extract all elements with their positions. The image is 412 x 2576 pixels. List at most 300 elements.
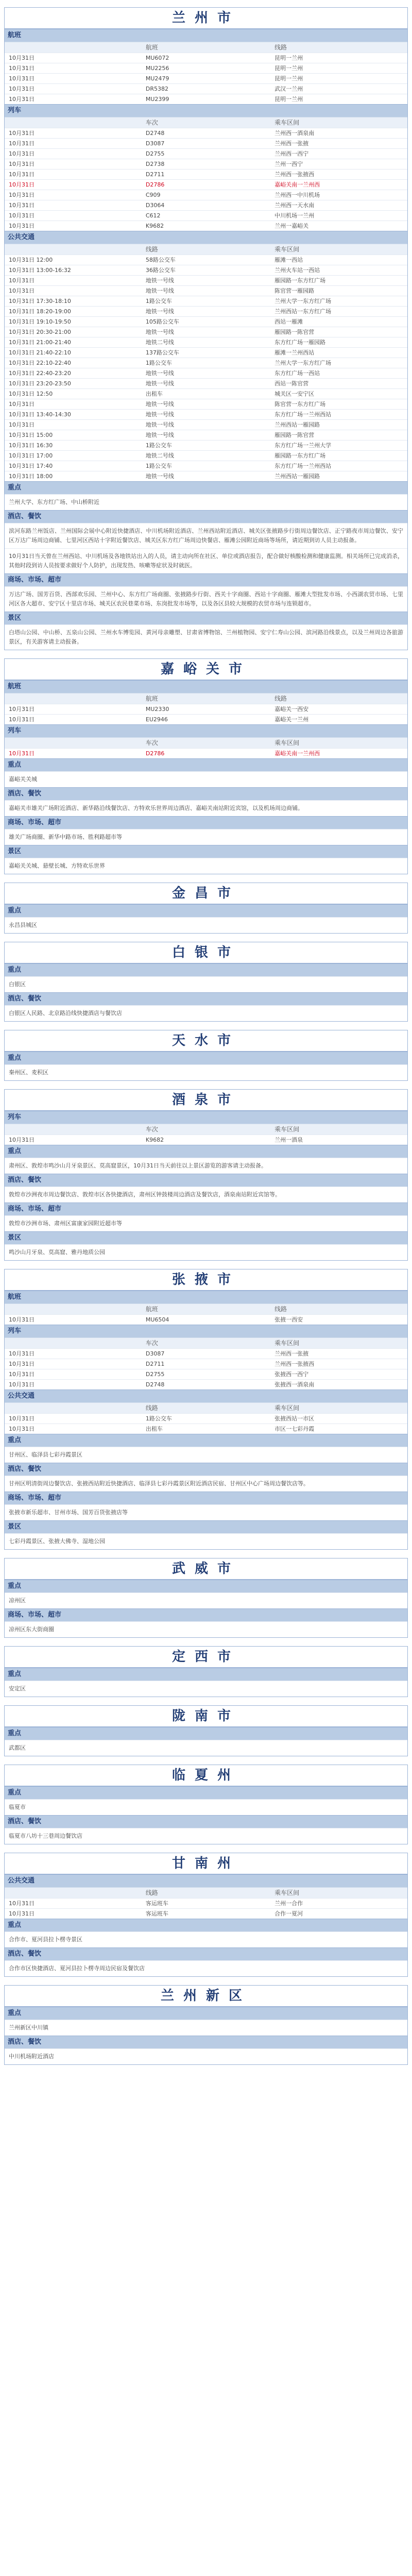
table-row <box>5 316 407 327</box>
section-text: 白银区人民路、北京路沿线快捷酒店与餐饮店 <box>5 1005 407 1021</box>
section-heading: 公共交通 <box>5 1389 407 1402</box>
table-row <box>5 255 407 265</box>
column-header: 航班 <box>145 695 158 702</box>
table-cell: C909 <box>145 192 161 198</box>
table-row <box>5 63 407 73</box>
section-text: 10月31日当天曾在兰州西站、中川机场及各地铁站出入的人员，请主动向所在社区、单位或酒店报告，配合做好核酸检测和健康监测。相关场所已完成消杀，其他时段到访人员按要求做好个人防护，出现发热、咳嗽等症状及时就医。 <box>5 548 407 573</box>
table-cell: 10月31日 <box>9 421 35 428</box>
city-title: 武威市 <box>4 1558 408 1580</box>
table-row <box>5 306 407 316</box>
table-cell: 10月31日 <box>9 86 35 92</box>
city-title: 临夏州 <box>4 1765 408 1786</box>
table-cell: 嘉峪关一兰州 <box>274 716 309 723</box>
column-header: 车次 <box>145 739 158 747</box>
city-spacer <box>4 650 408 655</box>
section-text: 甘州区明清街周边餐饮店、张掖西站附近快捷酒店、临泽县七彩丹霞景区附近酒店民宿、甘州区中心广场周边餐饮店等。 <box>5 1476 407 1492</box>
page-root <box>4 0 408 2070</box>
table-cell: MU2399 <box>145 96 169 103</box>
table-cell: MU2330 <box>145 706 169 713</box>
section-text: 临夏市八坊十三巷周边餐饮店 <box>5 1828 407 1844</box>
table-header <box>5 1402 407 1413</box>
table-cell: 陈官营一东方红广场 <box>274 401 326 408</box>
section-text: 嘉峪关关城、悬壁长城、方特欢乐世界 <box>5 858 407 874</box>
table-header <box>5 244 407 255</box>
table-row <box>5 296 407 306</box>
section-heading: 航班 <box>5 1291 407 1303</box>
city-section <box>4 1111 408 1261</box>
table-cell: 出租车 <box>145 1426 163 1432</box>
table-cell: 10月31日 <box>9 181 35 188</box>
table-row <box>5 471 407 481</box>
table-cell: 10月31日 19:10-19:50 <box>9 318 71 325</box>
table-cell: 兰州西站一东方红广场 <box>274 308 332 315</box>
table-cell: 10月31日 <box>9 277 35 284</box>
table-cell: 地铁一号线 <box>145 370 174 377</box>
city-section <box>4 1052 408 1081</box>
section-heading: 重点 <box>5 1668 407 1681</box>
table-row <box>5 265 407 275</box>
city-spacer <box>4 1844 408 1850</box>
city-section <box>4 1786 408 1844</box>
table-cell: 1路公交车 <box>145 463 172 469</box>
table-cell: 昆明一兰州 <box>274 96 303 103</box>
table-cell: 10月31日 <box>9 1316 35 1323</box>
column-header <box>5 1304 142 1314</box>
table-cell: D2748 <box>145 1381 165 1388</box>
table-cell: D2711 <box>145 1361 165 1367</box>
section-text: 万达广场、国芳百货、西部欢乐园、兰州中心、东方红广场商圈、张掖路步行街、西关十字商圈、西站十字商圈、雁滩大型批发市场、小西湖农贸市场、七里河区各大超市、安宁区十里店市场、城关区农民巷菜市场、东岗批发市场等，以及各区县较大规模的农贸市场与连锁超市。 <box>5 586 407 612</box>
section-heading: 酒店、餐饮 <box>5 510 407 523</box>
column-header: 线路 <box>274 44 287 51</box>
table-row <box>5 358 407 368</box>
table-row <box>5 1423 407 1434</box>
table-row <box>5 275 407 285</box>
section-text: 兰州新区中川镇 <box>5 2020 407 2036</box>
city-section <box>4 963 408 1022</box>
city-title: 天水市 <box>4 1030 408 1052</box>
table-cell: 地铁二号线 <box>145 452 174 459</box>
section-text: 凉州区 <box>5 1592 407 1608</box>
table-row <box>5 450 407 461</box>
table-cell: 10月31日 22:10-22:40 <box>9 360 71 366</box>
table-cell: 陈官营一雁园路 <box>274 287 315 294</box>
city-spacer <box>4 1697 408 1702</box>
table-cell: 10月31日 <box>9 55 35 61</box>
table-cell: 东方红广场一兰州西站 <box>274 463 332 469</box>
table-cell: 合作一夏河 <box>274 1910 303 1917</box>
city-title: 金昌市 <box>4 883 408 904</box>
table-row <box>5 461 407 471</box>
table-cell: 地铁一号线 <box>145 421 174 428</box>
section-heading: 重点 <box>5 2007 407 2020</box>
table-header <box>5 737 407 748</box>
section-heading: 景区 <box>5 845 407 858</box>
city-spacer <box>4 1977 408 1982</box>
table-cell: 兰州西一西宁 <box>274 150 309 157</box>
table-cell: 10月31日 <box>9 401 35 408</box>
table-cell: 地铁一号线 <box>145 329 174 335</box>
table-cell: 10月31日 <box>9 150 35 157</box>
section-heading: 商场、市场、超市 <box>5 1608 407 1621</box>
table-cell: 10月31日 20:30-21:00 <box>9 329 71 335</box>
table-cell: 昆明一兰州 <box>274 55 303 61</box>
section-heading: 商场、市场、超市 <box>5 1492 407 1504</box>
city-section <box>4 1580 408 1638</box>
table-cell: 张掖西一西宁 <box>274 1371 309 1378</box>
city-section <box>4 1291 408 1550</box>
column-header: 车次 <box>145 1340 158 1347</box>
city-section <box>4 904 408 934</box>
section-heading: 重点 <box>5 1580 407 1592</box>
city-spacer <box>4 1756 408 1761</box>
table-row <box>5 337 407 347</box>
table-cell: 兰州大学一东方红广场 <box>274 298 332 304</box>
table-cell: 昆明一兰州 <box>274 65 303 72</box>
table-cell: 1路公交车 <box>145 442 172 449</box>
table-cell: D3087 <box>145 140 165 147</box>
table-row <box>5 430 407 440</box>
table-cell: 雁园路一陈官营 <box>274 329 315 335</box>
table-row <box>5 53 407 63</box>
table-cell: 嘉峪关南一兰州西 <box>274 181 320 188</box>
table-cell: 地铁一号线 <box>145 473 174 480</box>
section-heading: 酒店、餐饮 <box>5 1174 407 1187</box>
table-cell: 10月31日 <box>9 75 35 82</box>
section-heading: 重点 <box>5 904 407 917</box>
table-cell: 兰州火车站一西站 <box>274 267 320 274</box>
table-cell: MU2479 <box>145 75 169 82</box>
section-heading: 航班 <box>5 29 407 42</box>
table-cell: 东方红广场一兰州大学 <box>274 442 332 449</box>
table-cell: 雁园路一东方红广场 <box>274 452 326 459</box>
section-heading: 列车 <box>5 724 407 737</box>
column-header <box>5 738 142 748</box>
table-cell: 10月31日 <box>9 716 35 723</box>
column-header: 线路 <box>274 1306 287 1313</box>
table-row <box>5 210 407 221</box>
table-cell: 10月31日 <box>9 96 35 103</box>
table-cell: 兰州西一张掖 <box>274 140 309 147</box>
section-heading: 酒店、餐饮 <box>5 1815 407 1828</box>
table-cell: 兰州大学一东方红广场 <box>274 360 332 366</box>
table-header <box>5 693 407 704</box>
table-cell: 地铁一号线 <box>145 380 174 387</box>
city-section <box>4 1668 408 1697</box>
table-cell: 客运班车 <box>145 1910 168 1917</box>
table-cell: 兰州一西宁 <box>274 161 303 167</box>
table-cell: 10月31日 17:00 <box>9 452 53 459</box>
table-row <box>5 138 407 148</box>
table-cell: 10月31日 <box>9 202 35 209</box>
table-cell: 58路公交车 <box>145 257 176 263</box>
city-title: 酒泉市 <box>4 1089 408 1111</box>
table-cell: 地铁一号线 <box>145 401 174 408</box>
table-cell: 10月31日 <box>9 1415 35 1422</box>
table-row <box>5 1413 407 1423</box>
table-cell: D3064 <box>145 202 165 209</box>
section-heading: 公共交通 <box>5 231 407 244</box>
section-text: 安定区 <box>5 1681 407 1697</box>
table-cell: D2711 <box>145 171 165 178</box>
table-row <box>5 378 407 388</box>
table-cell: 10月31日 <box>9 1426 35 1432</box>
table-header <box>5 1887 407 1898</box>
table-cell: 中川机场一兰州 <box>274 212 315 219</box>
section-heading: 列车 <box>5 1325 407 1337</box>
table-cell: K9682 <box>145 1137 164 1143</box>
table-cell: 西站一雁滩 <box>274 318 303 325</box>
column-header: 乘车区间 <box>274 246 300 253</box>
table-cell: 嘉峪关南一兰州西 <box>274 750 320 757</box>
city-title: 兰州市 <box>4 7 408 29</box>
table-cell: MU6072 <box>145 55 169 61</box>
table-cell: 张掖西一酒泉南 <box>274 1381 315 1388</box>
table-cell: 城关区一安宁区 <box>274 391 315 397</box>
city-spacer <box>4 1550 408 1555</box>
table-cell: 10月31日 13:00-16:32 <box>9 267 71 274</box>
section-text: 七彩丹霞景区、张掖大佛寺、湿地公园 <box>5 1533 407 1549</box>
table-cell: 雁园路一东方红广场 <box>274 277 326 284</box>
table-cell: 雁园路一陈官营 <box>274 432 315 438</box>
section-text: 嘉峪关关城 <box>5 771 407 787</box>
table-row <box>5 1898 407 1908</box>
table-header <box>5 1124 407 1134</box>
table-header <box>5 1303 407 1314</box>
table-cell: 张掖西站一市区 <box>274 1415 315 1422</box>
table-cell: D2786 <box>145 181 165 188</box>
table-row <box>5 94 407 104</box>
section-heading: 酒店、餐饮 <box>5 787 407 800</box>
column-header: 线路 <box>145 1889 158 1896</box>
table-cell: D2786 <box>145 750 165 757</box>
column-header: 乘车区间 <box>274 1126 300 1133</box>
table-row <box>5 190 407 200</box>
table-cell: 10月31日 15:00 <box>9 432 53 438</box>
table-cell: EU2946 <box>145 716 168 723</box>
table-header <box>5 117 407 128</box>
table-cell: 出租车 <box>145 391 163 397</box>
section-heading: 重点 <box>5 1786 407 1799</box>
section-text: 凉州区东大街商圈 <box>5 1621 407 1637</box>
table-row <box>5 148 407 159</box>
table-cell: D2755 <box>145 150 165 157</box>
table-cell: 张掖一西安 <box>274 1316 303 1323</box>
column-header: 线路 <box>145 246 158 253</box>
table-cell: 10月31日 <box>9 1900 35 1907</box>
table-cell: 10月31日 <box>9 223 35 229</box>
table-cell: 地铁二号线 <box>145 339 174 346</box>
table-cell: 10月31日 23:20-23:50 <box>9 380 71 387</box>
city-section <box>4 29 408 650</box>
city-title: 嘉峪关市 <box>4 658 408 680</box>
table-cell: 10月31日 <box>9 161 35 167</box>
table-row <box>5 200 407 210</box>
column-header: 航班 <box>145 1306 158 1313</box>
table-row <box>5 399 407 409</box>
table-cell: 10月31日 12:00 <box>9 257 53 263</box>
table-cell: 105路公交车 <box>145 318 179 325</box>
table-row <box>5 179 407 190</box>
table-cell: 兰州西站一雁园路 <box>274 473 320 480</box>
section-text: 敦煌市沙洲夜市周边餐饮店、敦煌市区各快捷酒店，肃州区钟鼓楼周边酒店及餐饮店，酒泉南站附近宾馆等。 <box>5 1187 407 1202</box>
table-cell: 东方红广场一雁园路 <box>274 339 326 346</box>
table-cell: DR5382 <box>145 86 168 92</box>
table-cell: 10月31日 <box>9 212 35 219</box>
section-heading: 重点 <box>5 1919 407 1931</box>
section-text: 中川机场附近酒店 <box>5 2048 407 2064</box>
table-cell: 10月31日 12:50 <box>9 391 53 397</box>
table-cell: 地铁一号线 <box>145 277 174 284</box>
table-cell: 地铁一号线 <box>145 411 174 418</box>
table-cell: 东方红广场一西站 <box>274 370 320 377</box>
section-heading: 重点 <box>5 1052 407 1064</box>
table-cell: 东方红广场一兰州西站 <box>274 411 332 418</box>
column-header <box>5 42 142 53</box>
section-heading: 商场、市场、超市 <box>5 573 407 586</box>
table-cell: 10月31日 <box>9 1361 35 1367</box>
column-header <box>5 1888 142 1898</box>
table-cell: 1路公交车 <box>145 1415 172 1422</box>
table-cell: 兰州西站一雁园路 <box>274 421 320 428</box>
section-text: 嘉峪关市雄关广场附近酒店、新华路沿线餐饮店、方特欢乐世界周边酒店、嘉峪关南站附近宾馆，以及机场周边商铺。 <box>5 800 407 816</box>
section-heading: 重点 <box>5 1434 407 1447</box>
table-row <box>5 1134 407 1145</box>
table-cell: 10月31日 16:30 <box>9 442 53 449</box>
table-row <box>5 285 407 296</box>
table-cell: 雁滩一兰州西站 <box>274 349 315 356</box>
table-row <box>5 347 407 358</box>
column-header: 乘车区间 <box>274 1340 300 1347</box>
section-text: 永昌县城区 <box>5 917 407 933</box>
city-spacer <box>4 874 408 879</box>
city-title: 张掖市 <box>4 1269 408 1291</box>
table-cell: 137路公交车 <box>145 349 179 356</box>
table-cell: C612 <box>145 212 161 219</box>
section-text: 滨河东路兰州饭店、兰州国际会展中心附近快捷酒店、中川机场附近酒店、兰州西站附近酒店、城关区张掖路步行街周边餐饮店、正宁路夜市周边餐饮、安宁区万达广场周边商铺、七里河区西站十字附近餐饮店、城关区东方红广场周边快餐店、雁滩公园附近商场等场所，请近期到访人员主动报备。 <box>5 523 407 548</box>
column-header: 乘车区间 <box>274 739 300 747</box>
section-text: 鸣沙山月牙泉、莫高窟、雅丹地质公园 <box>5 1244 407 1260</box>
section-heading: 酒店、餐饮 <box>5 1947 407 1960</box>
section-heading: 重点 <box>5 963 407 976</box>
column-header <box>5 117 142 128</box>
section-text: 雄关广场商圈、新华中路市场、胜利路超市等 <box>5 829 407 845</box>
table-header <box>5 1337 407 1348</box>
column-header <box>5 693 142 704</box>
table-cell: 10月31日 <box>9 1137 35 1143</box>
section-heading: 列车 <box>5 104 407 117</box>
table-cell: 10月31日 21:00-21:40 <box>9 339 71 346</box>
table-cell: 地铁一号线 <box>145 308 174 315</box>
table-cell: 10月31日 <box>9 1910 35 1917</box>
table-row <box>5 83 407 94</box>
section-heading: 景区 <box>5 1520 407 1533</box>
section-text: 合作市区快捷酒店、夏河县拉卜楞寺周边民宿及餐饮店 <box>5 1960 407 1976</box>
column-header <box>5 1338 142 1348</box>
table-cell: D2755 <box>145 1371 165 1378</box>
table-row <box>5 419 407 430</box>
table-row <box>5 440 407 450</box>
column-header: 乘车区间 <box>274 119 300 126</box>
section-heading: 列车 <box>5 1111 407 1124</box>
table-row <box>5 169 407 179</box>
city-section <box>4 1874 408 1977</box>
table-cell: 兰州西一张掖西 <box>274 1361 315 1367</box>
table-cell: 兰州西一天水南 <box>274 202 315 209</box>
table-cell: 兰州西一中川机场 <box>274 192 320 198</box>
table-cell: 10月31日 <box>9 171 35 178</box>
table-row <box>5 327 407 337</box>
section-heading: 重点 <box>5 1727 407 1740</box>
table-cell: 10月31日 <box>9 140 35 147</box>
table-row <box>5 704 407 714</box>
table-cell: 地铁一号线 <box>145 287 174 294</box>
table-cell: 兰州一嘉峪关 <box>274 223 309 229</box>
table-row <box>5 1359 407 1369</box>
table-cell: 10月31日 21:40-22:10 <box>9 349 71 356</box>
table-cell: 10月31日 13:40-14:30 <box>9 411 71 418</box>
table-cell: 雁滩一西站 <box>274 257 303 263</box>
table-cell: 10月31日 <box>9 130 35 137</box>
table-cell: 1路公交车 <box>145 360 172 366</box>
table-cell: 地铁一号线 <box>145 432 174 438</box>
section-heading: 商场、市场、超市 <box>5 1202 407 1215</box>
column-header: 乘车区间 <box>274 1404 300 1412</box>
column-header: 车次 <box>145 1126 158 1133</box>
section-text: 肃州区、敦煌市鸣沙山月牙泉景区、莫高窟景区，10月31日当天前往以上景区游览的游客请主动报备。 <box>5 1158 407 1174</box>
section-text: 武都区 <box>5 1740 407 1756</box>
table-row <box>5 159 407 169</box>
table-cell: 10月31日 <box>9 750 35 757</box>
column-header <box>5 1403 142 1413</box>
city-title: 陇南市 <box>4 1705 408 1727</box>
section-text: 合作市、夏河县拉卜楞寺景区 <box>5 1931 407 1947</box>
section-text: 临夏市 <box>5 1799 407 1815</box>
table-cell: 昆明一兰州 <box>274 75 303 82</box>
table-cell: 10月31日 <box>9 192 35 198</box>
column-header: 航班 <box>145 44 158 51</box>
table-cell: 10月31日 18:20-19:00 <box>9 308 71 315</box>
table-cell: 兰州西一酒泉南 <box>274 130 315 137</box>
section-text: 白银区 <box>5 976 407 992</box>
city-spacer <box>4 1022 408 1027</box>
table-cell: 兰州一酒泉 <box>274 1137 303 1143</box>
column-header: 乘车区间 <box>274 1889 300 1896</box>
table-row <box>5 1348 407 1359</box>
table-header <box>5 42 407 53</box>
table-cell: 36路公交车 <box>145 267 176 274</box>
section-text: 甘州区、临泽县七彩丹霞景区 <box>5 1447 407 1463</box>
table-cell: 武汉一兰州 <box>274 86 303 92</box>
section-text: 兰州大学、东方红广场、中山桥附近 <box>5 494 407 510</box>
table-cell: MU2256 <box>145 65 169 72</box>
city-section <box>4 1727 408 1756</box>
section-heading: 航班 <box>5 680 407 693</box>
city-spacer <box>4 1261 408 1266</box>
section-heading: 酒店、餐饮 <box>5 992 407 1005</box>
section-heading: 酒店、餐饮 <box>5 2036 407 2048</box>
table-cell: 兰州西一张掖 <box>274 1350 309 1357</box>
table-cell: 客运班车 <box>145 1900 168 1907</box>
table-cell: 西站一陈官营 <box>274 380 309 387</box>
table-row <box>5 714 407 724</box>
table-row <box>5 1908 407 1919</box>
section-text: 敦煌市沙洲市场、肃州区富康家园附近超市等 <box>5 1215 407 1231</box>
table-cell: 10月31日 <box>9 1381 35 1388</box>
section-heading: 商场、市场、超市 <box>5 816 407 829</box>
table-cell: 10月31日 17:40 <box>9 463 53 469</box>
table-cell: 兰州西一张掖西 <box>274 171 315 178</box>
table-cell: D2748 <box>145 130 165 137</box>
